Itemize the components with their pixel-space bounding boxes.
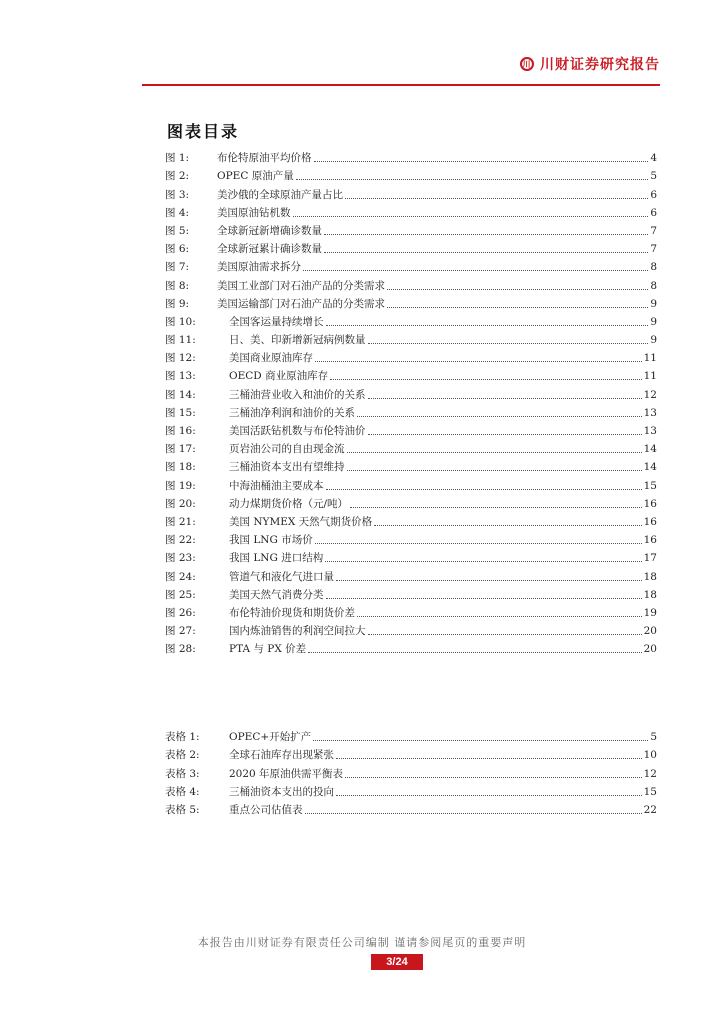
figure-entry[interactable] [165, 274, 657, 292]
entry-page-number: 10 [643, 749, 657, 762]
figure-entry[interactable] [165, 256, 657, 274]
dot-leader [387, 306, 648, 308]
entry-label: 图 17: [165, 443, 196, 456]
entry-page-number: 12 [643, 388, 657, 401]
entry-page-number: 8 [650, 279, 657, 292]
entry-label: 表格 2: [165, 749, 200, 762]
dot-leader [336, 794, 642, 796]
entry-label: 图 24: [165, 570, 196, 583]
table-entry[interactable] [165, 744, 657, 762]
entry-page-number: 5 [650, 170, 657, 183]
entry-label: 图 26: [165, 606, 196, 619]
figure-entry[interactable] [165, 238, 657, 256]
figure-entry[interactable] [165, 165, 657, 183]
entry-title: 美国原油钻机数 [217, 206, 291, 219]
entry-page-number: 18 [643, 588, 657, 601]
entry-page-number: 12 [643, 767, 657, 780]
entry-title: 美国工业部门对石油产品的分类需求 [217, 279, 385, 292]
entry-title: 动力煤期货价格（元/吨） [229, 497, 349, 510]
page-number: 3/24 [371, 954, 423, 970]
dot-leader [330, 378, 642, 380]
entry-title: 全球新冠新增确诊数量 [217, 224, 322, 237]
figure-entry[interactable] [165, 584, 657, 602]
figure-entry[interactable] [165, 493, 657, 511]
entry-title: 美国天然气消费分类 [229, 588, 324, 601]
entry-label: 图 21: [165, 515, 196, 528]
entry-title: 国内炼油销售的利润空间拉大 [229, 625, 366, 638]
entry-title: 我国 LNG 市场价 [229, 534, 313, 547]
figure-entry[interactable] [165, 529, 657, 547]
entry-title: 中海油桶油主要成本 [229, 479, 324, 492]
figure-entry[interactable] [165, 220, 657, 238]
entry-page-number: 18 [643, 570, 657, 583]
figure-entry[interactable] [165, 147, 657, 165]
brand-logo-icon: 川 [520, 57, 534, 71]
entry-title: OPEC 原油产量 [217, 170, 294, 183]
figure-entry[interactable] [165, 311, 657, 329]
dot-leader [303, 269, 648, 271]
dot-leader [324, 251, 648, 253]
entry-label: 图 11: [165, 334, 196, 347]
figure-entry[interactable] [165, 547, 657, 565]
table-entry[interactable] [165, 781, 657, 799]
figure-entry[interactable] [165, 456, 657, 474]
entry-page-number: 11 [643, 352, 657, 365]
entry-page-number: 20 [643, 643, 657, 656]
entry-label: 图 14: [165, 388, 196, 401]
entry-label: 图 25: [165, 588, 196, 601]
entry-label: 图 1: [165, 152, 190, 165]
figure-entry[interactable] [165, 293, 657, 311]
entry-title: 三桶油资本支出有望维持 [229, 461, 345, 474]
figure-entry[interactable] [165, 329, 657, 347]
entry-page-number: 14 [643, 443, 657, 456]
report-header [142, 54, 660, 86]
table-entry[interactable] [165, 726, 657, 744]
figure-entry[interactable] [165, 383, 657, 401]
dot-leader [374, 524, 641, 526]
entry-label: 图 22: [165, 534, 196, 547]
entry-label: 图 10: [165, 315, 196, 328]
entry-page-number: 13 [643, 406, 657, 419]
entry-title: 美国活跃钻机数与布伦特油价 [229, 425, 366, 437]
dot-leader [345, 776, 642, 778]
dot-leader [347, 451, 642, 453]
entry-title: 管道气和液化气进口量 [229, 570, 334, 583]
entry-page-number: 13 [643, 425, 657, 437]
dot-leader [296, 178, 649, 180]
dot-leader [368, 397, 642, 399]
entry-label: 图 27: [165, 625, 196, 638]
dot-leader [368, 633, 642, 635]
entry-page-number: 5 [650, 731, 657, 744]
entry-title: 美国商业原油库存 [229, 352, 313, 365]
brand [520, 54, 660, 74]
entry-label: 图 7: [165, 261, 190, 274]
entry-page-number: 7 [650, 224, 657, 237]
entry-page-number: 14 [643, 461, 657, 474]
entry-page-number: 8 [650, 261, 657, 274]
entry-title: 我国 LNG 进口结构 [229, 552, 324, 565]
entry-page-number: 20 [643, 625, 657, 638]
entry-title: OECD 商业原油库存 [229, 370, 329, 383]
entry-label: 图 13: [165, 370, 196, 383]
page-title: 图表目录 [167, 122, 240, 141]
entry-title: 页岩油公司的自由现金流 [229, 443, 345, 456]
entry-title: 三桶油营业收入和油价的关系 [229, 388, 366, 401]
entry-label: 图 2: [165, 170, 190, 183]
figure-entry[interactable] [165, 620, 657, 638]
dot-leader [357, 615, 642, 617]
entry-title: 美国运输部门对石油产品的分类需求 [217, 297, 385, 310]
entry-title: 三桶油资本支出的投向 [229, 785, 334, 798]
entry-label: 图 18: [165, 461, 196, 474]
dot-leader [336, 579, 642, 581]
entry-label: 图 15: [165, 406, 196, 419]
entry-label: 图 12: [165, 352, 196, 365]
figure-entry[interactable] [165, 402, 657, 420]
dot-leader [336, 757, 642, 759]
entry-page-number: 6 [650, 206, 657, 219]
entry-title: 美沙俄的全球原油产量占比 [217, 188, 343, 201]
entry-title: 全球新冠累计确诊数量 [217, 243, 322, 256]
table-list [165, 726, 657, 817]
figure-entry[interactable] [165, 183, 657, 201]
entry-label: 图 19: [165, 479, 196, 492]
entry-label: 图 20: [165, 497, 196, 510]
dot-leader [324, 233, 648, 235]
entry-page-number: 15 [643, 479, 657, 492]
dot-leader [357, 415, 642, 417]
dot-leader [350, 506, 642, 508]
figure-entry[interactable] [165, 438, 657, 456]
dot-leader [314, 160, 649, 162]
entry-title: 三桶油净利润和油价的关系 [229, 406, 355, 419]
entry-page-number: 17 [643, 552, 657, 565]
footer-disclaimer: 本报告由川财证券有限责任公司编制 谨请参阅尾页的重要声明 [197, 936, 527, 949]
entry-page-number: 9 [650, 297, 657, 310]
entry-title: PTA 与 PX 价差 [229, 643, 307, 656]
dot-leader [315, 542, 642, 544]
table-entry[interactable] [165, 762, 657, 780]
entry-page-number: 16 [643, 534, 657, 547]
header-divider [142, 84, 660, 86]
entry-label: 图 23: [165, 552, 196, 565]
figure-list [165, 147, 657, 656]
entry-label: 图 16: [165, 425, 196, 437]
entry-label: 图 3: [165, 188, 190, 201]
dot-leader [313, 739, 648, 741]
figure-entry[interactable] [165, 565, 657, 583]
entry-title: 全球石油库存出现紧张 [229, 749, 334, 762]
dot-leader [308, 651, 641, 653]
figure-entry[interactable] [165, 365, 657, 383]
entry-page-number: 7 [650, 243, 657, 256]
entry-page-number: 6 [650, 188, 657, 201]
entry-label: 图 4: [165, 206, 190, 219]
entry-title: 重点公司估值表 [229, 803, 303, 816]
dot-leader [368, 433, 642, 435]
figure-entry[interactable] [165, 347, 657, 365]
entry-page-number: 11 [643, 370, 657, 383]
dot-leader [305, 812, 642, 814]
entry-label: 图 6: [165, 243, 190, 256]
entry-title: 全国客运量持续增长 [229, 315, 324, 328]
entry-title: 美国原油需求拆分 [217, 261, 301, 274]
entry-label: 图 8: [165, 279, 190, 292]
brand-name: 川财证券研究报告 [540, 57, 660, 73]
entry-label: 图 28: [165, 643, 196, 656]
figure-entry[interactable] [165, 420, 657, 438]
figure-entry[interactable] [165, 474, 657, 492]
dot-leader [325, 560, 641, 562]
dot-leader [368, 342, 649, 344]
entry-title: 布伦特原油平均价格 [217, 152, 312, 165]
entry-title: 美国 NYMEX 天然气期货价格 [229, 515, 373, 528]
dot-leader [345, 197, 648, 199]
entry-page-number: 16 [643, 497, 657, 510]
dot-leader [326, 488, 642, 490]
entry-page-number: 19 [643, 606, 657, 619]
entry-page-number: 9 [650, 334, 657, 347]
entry-title: 日、美、印新增新冠病例数量 [229, 334, 366, 347]
entry-label: 表格 4: [165, 785, 200, 798]
dot-leader [387, 288, 648, 290]
entry-title: 布伦特油价现货和期货价差 [229, 606, 355, 619]
entry-page-number: 15 [643, 785, 657, 798]
entry-page-number: 9 [650, 315, 657, 328]
entry-label: 图 5: [165, 224, 190, 237]
entry-title: 2020 年原油供需平衡表 [229, 767, 344, 780]
entry-page-number: 4 [650, 152, 657, 165]
entry-page-number: 16 [643, 515, 657, 528]
entry-label: 表格 1: [165, 731, 200, 744]
figure-entry[interactable] [165, 202, 657, 220]
dot-leader [347, 469, 642, 471]
dot-leader [315, 360, 642, 362]
entry-title: OPEC+开始扩产 [229, 731, 312, 744]
figure-entry[interactable] [165, 638, 657, 656]
figure-entry[interactable] [165, 511, 657, 529]
dot-leader [326, 597, 642, 599]
table-entry[interactable] [165, 799, 657, 817]
entry-label: 表格 5: [165, 803, 200, 816]
entry-page-number: 22 [643, 803, 657, 816]
dot-leader [326, 324, 649, 326]
entry-label: 表格 3: [165, 767, 200, 780]
dot-leader [293, 215, 649, 217]
figure-entry[interactable] [165, 602, 657, 620]
entry-label: 图 9: [165, 297, 190, 310]
